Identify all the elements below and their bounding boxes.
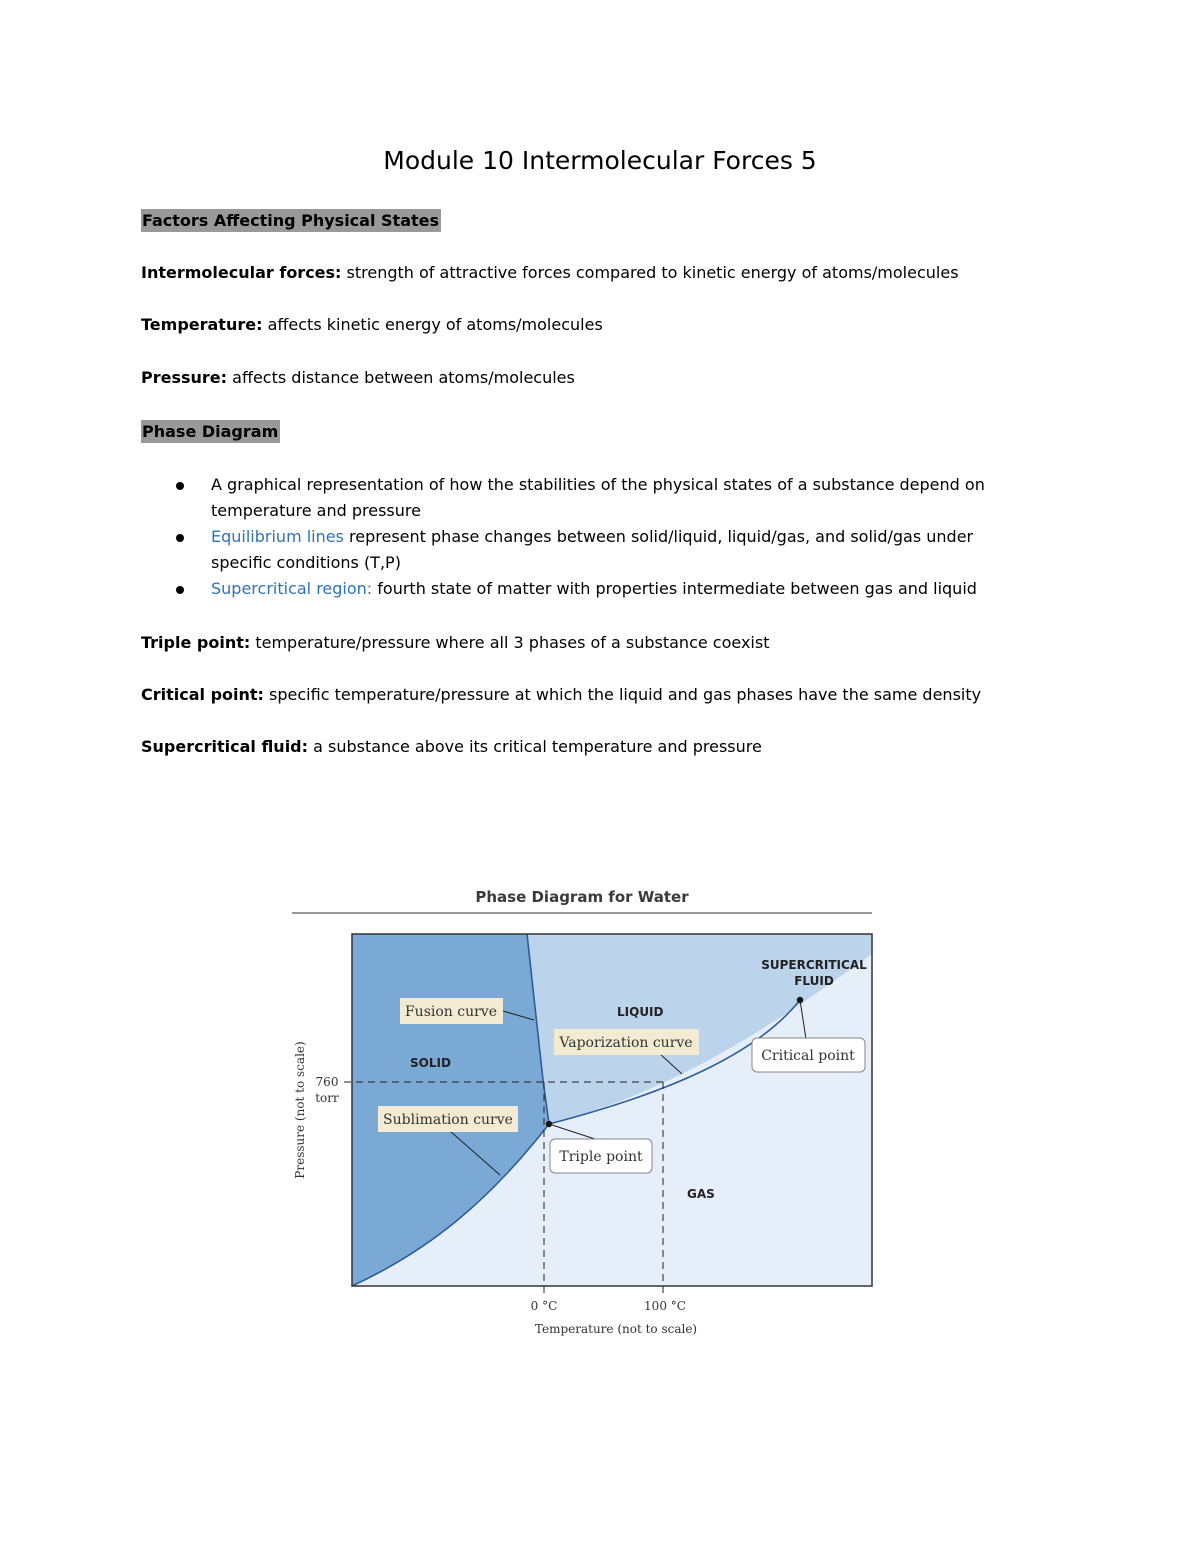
phase-diagram-figure: [280, 880, 890, 1350]
term: Temperature:: [141, 315, 263, 334]
bullet-line: [211, 498, 1101, 524]
definition-text: specific temperature/pressure at which the liquid and gas phases have the same density: [263, 685, 982, 704]
definition-text: affects kinetic energy of atoms/molecules: [262, 315, 603, 334]
bullet-text: A graphical representation of how the stabilities of the physical states of a substance depend on: [211, 475, 985, 494]
bullet-dot-icon: [176, 586, 184, 594]
section-heading-factors: Factors Affecting Physical States: [142, 211, 440, 230]
bullet-line: [211, 550, 1101, 576]
critical-callout-label: Critical point: [761, 1048, 855, 1064]
definition-intermolecular-forces: [141, 260, 1101, 286]
definition-text: a substance above its critical temperature and pressure: [308, 737, 762, 756]
y-tick-760: 760: [315, 1075, 339, 1089]
section-heading-phase-diagram: Phase Diagram: [142, 422, 279, 441]
term: Critical point:: [141, 685, 264, 704]
triple-callout-label: Triple point: [559, 1149, 643, 1165]
region-label-solid: SOLID: [410, 1056, 451, 1070]
term: Pressure:: [141, 368, 228, 387]
region-label-supercritical: SUPERCRITICAL: [761, 958, 867, 972]
bullet-lead: Supercritical region:: [211, 579, 373, 598]
definition-pressure: [141, 365, 1101, 391]
bullet-item: [141, 576, 1101, 602]
region-label-fluid: FLUID: [794, 974, 834, 988]
figure-title: Phase Diagram for Water: [475, 888, 689, 906]
region-label-gas: GAS: [687, 1187, 715, 1201]
term: Supercritical fluid:: [141, 737, 309, 756]
bullet-line: [211, 472, 1101, 498]
x-tick-100c: 100 °C: [644, 1299, 686, 1313]
bullet-text: temperature and pressure: [211, 501, 421, 520]
region-label-liquid: LIQUID: [617, 1005, 664, 1019]
definition-triple-point: [141, 630, 1101, 656]
bullet-line: [211, 576, 1101, 602]
term: Triple point:: [141, 633, 251, 652]
definition-text: strength of attractive forces compared to kinetic energy of atoms/molecules: [341, 263, 959, 282]
page-title: Module 10 Intermolecular Forces 5: [383, 146, 817, 175]
bullet-item: [141, 472, 1101, 524]
bullet-text: fourth state of matter with properties intermediate between gas and liquid: [372, 579, 977, 598]
bullet-lead: Equilibrium lines: [211, 527, 344, 546]
y-tick-torr: torr: [315, 1091, 339, 1105]
phase-diagram-svg: [280, 880, 890, 1350]
definition-critical-point: [141, 682, 1101, 708]
bullet-item: [141, 524, 1101, 576]
fusion-callout-label: Fusion curve: [404, 1004, 498, 1020]
term: Intermolecular forces:: [141, 263, 342, 282]
y-axis-label: Pressure (not to scale): [293, 1041, 307, 1179]
bullet-line: [211, 524, 1101, 550]
bullet-text: specific conditions (T,P): [211, 553, 401, 572]
definition-supercritical-fluid: [141, 734, 1101, 760]
x-axis-label: Temperature (not to scale): [534, 1322, 698, 1336]
bullet-text: represent phase changes between solid/liquid, liquid/gas, and solid/gas under: [343, 527, 974, 546]
definition-temperature: [141, 312, 1101, 338]
definition-text: affects distance between atoms/molecules: [227, 368, 575, 387]
bullet-dot-icon: [176, 482, 184, 490]
bullet-list: [141, 472, 1101, 602]
vaporization-callout-label: Vaporization curve: [559, 1035, 693, 1051]
definition-text: temperature/pressure where all 3 phases of a substance coexist: [250, 633, 770, 652]
bullet-dot-icon: [176, 534, 184, 542]
sublimation-callout-label: Sublimation curve: [383, 1112, 513, 1128]
x-tick-0c: 0 °C: [530, 1299, 558, 1313]
